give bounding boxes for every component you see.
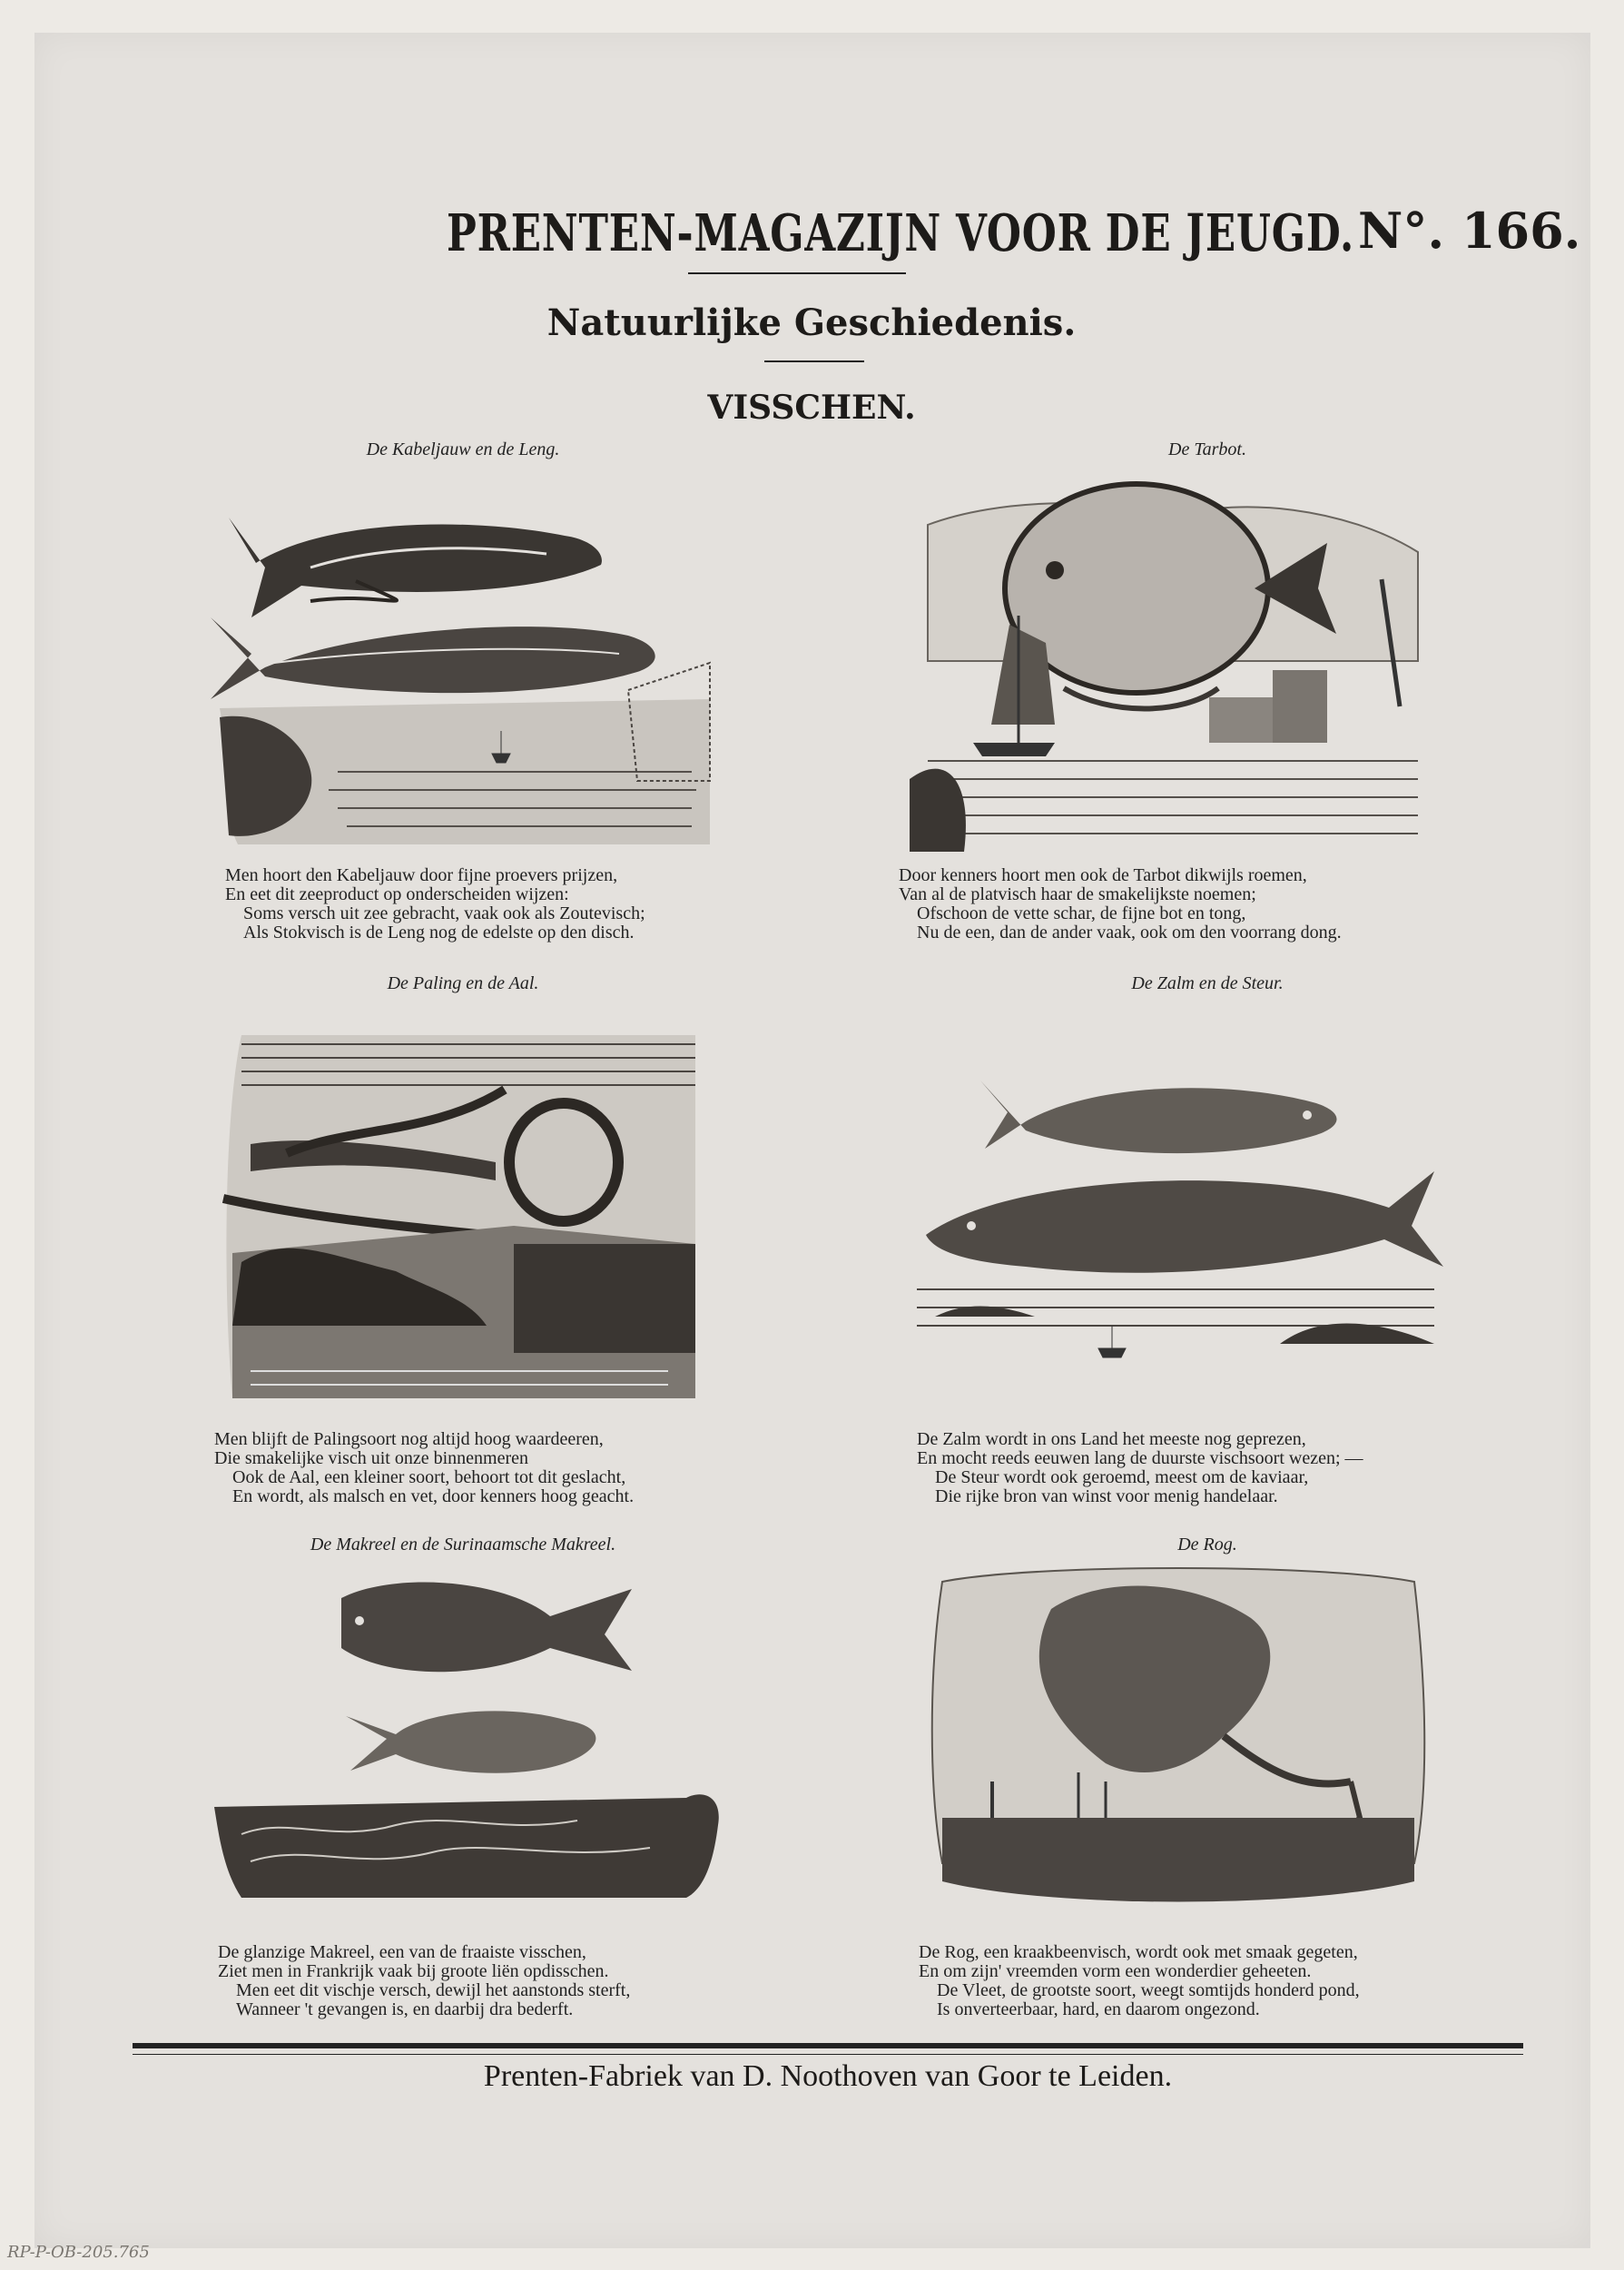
page-subtitle: Natuurlijke Geschiedenis. (546, 301, 1077, 344)
verse-line: En eet dit zeeproduct op onderscheiden wijzen: (225, 884, 569, 904)
fish-icon (346, 1711, 595, 1772)
verse-line: Men blijft de Palingsoort nog altijd hoog waardeeren, (214, 1429, 604, 1449)
panel-caption-zalm: De Zalm en de Steur. (1131, 973, 1284, 993)
woodcut-kabeljauw-leng (202, 481, 723, 852)
woodcut-paling-aal (214, 1026, 712, 1407)
fish-icon (341, 1583, 632, 1673)
woodcut-zalm-steur (917, 1044, 1443, 1371)
verse-line: Wanneer 't gevangen is, en daarbij dra bederft. (236, 1999, 574, 2019)
subtitle-divider (764, 360, 864, 362)
verse-line: Ook de Aal, een kleiner soort, behoort tot dit geslacht, (232, 1467, 626, 1487)
section-title: VISSCHEN. (707, 389, 916, 427)
verse-line: Die smakelijke visch uit onze binnenmeren (214, 1448, 529, 1468)
verse-line: Men hoort den Kabeljauw door fijne proevers prijzen, (225, 865, 618, 885)
verse-line: En om zijn' vreemden vorm een wonderdier geheeten. (919, 1961, 1312, 1981)
verse-line: Door kenners hoort men ook de Tarbot dikwijls roemen, (899, 865, 1307, 885)
woodcut-rog (924, 1564, 1432, 1918)
issue-number: N°. 166. (1358, 202, 1581, 260)
woodcut-makreel (214, 1562, 730, 1907)
panel-verse-rog (919, 1943, 1360, 2019)
verse-line: De glanzige Makreel, een van de fraaiste visschen, (218, 1942, 586, 1962)
wave-icon (214, 1794, 719, 1898)
panel-caption-kabeljauw: De Kabeljauw en de Leng. (366, 439, 560, 459)
verse-line: Is onverteerbaar, hard, en daarom ongezond. (937, 1999, 1260, 2019)
footer-thick-rule (133, 2043, 1523, 2048)
fish-icon (980, 1081, 1337, 1153)
panel-caption-makreel: De Makreel en de Surinaamsche Makreel. (310, 1535, 616, 1554)
verse-line: Nu de een, dan de ander vaak, ook om den voorrang dong. (917, 923, 1342, 943)
panel-verse-paling (214, 1430, 634, 1506)
panel-verse-makreel (218, 1943, 630, 2019)
panel-verse-zalm (917, 1430, 1363, 1506)
verse-line: Soms versch uit zee gebracht, vaak ook als Zoutevisch; (243, 903, 645, 923)
panel-verse-tarbot (899, 866, 1342, 943)
printer-imprint: Prenten-Fabriek van D. Noothoven van Goor te Leiden. (483, 2059, 1173, 2093)
ship-icon (1098, 1326, 1126, 1357)
verse-line: De Rog, een kraakbeenvisch, wordt ook met smaak gegeten, (919, 1942, 1358, 1962)
page-title: PRENTEN-MAGAZIJN VOOR DE JEUGD. (447, 203, 1354, 263)
collection-stamp: RP-P-OB-205.765 (7, 2243, 150, 2262)
panel-caption-rog: De Rog. (1177, 1535, 1237, 1554)
verse-line: En mocht reeds eeuwen lang de duurste vischsoort wezen; — (917, 1448, 1363, 1468)
fish-icon (211, 617, 655, 699)
panel-caption-tarbot: De Tarbot. (1168, 439, 1246, 459)
verse-line: En wordt, als malsch en vet, door kenners hoog geacht. (232, 1486, 635, 1506)
footer-thin-rule (133, 2054, 1523, 2055)
verse-line: Van al de platvisch haar de smakelijkste noemen; (899, 884, 1256, 904)
verse-line: Men eet dit vischje versch, dewijl het aanstonds sterft, (236, 1980, 631, 2000)
verse-line: Ziet men in Frankrijk vaak bij groote liën opdisschen. (218, 1961, 609, 1981)
fish-icon (926, 1171, 1443, 1273)
fish-icon (229, 518, 602, 617)
verse-line: De Vleet, de grootste soort, weegt somtijds honderd pond, (937, 1980, 1360, 2000)
panel-caption-paling: De Paling en de Aal. (387, 973, 539, 993)
title-divider (688, 272, 906, 274)
verse-line: De Zalm wordt in ons Land het meeste nog geprezen, (917, 1429, 1306, 1449)
verse-line: Die rijke bron van winst voor menig handelaar. (935, 1486, 1278, 1506)
verse-line: Als Stokvisch is de Leng nog de edelste op den disch. (243, 923, 635, 943)
panel-verse-kabeljauw (225, 866, 645, 943)
verse-line: Ofschoon de vette schar, de fijne bot en tong, (917, 903, 1246, 923)
woodcut-tarbot (910, 479, 1436, 854)
verse-line: De Steur wordt ook geroemd, meest om de kaviaar, (935, 1467, 1309, 1487)
